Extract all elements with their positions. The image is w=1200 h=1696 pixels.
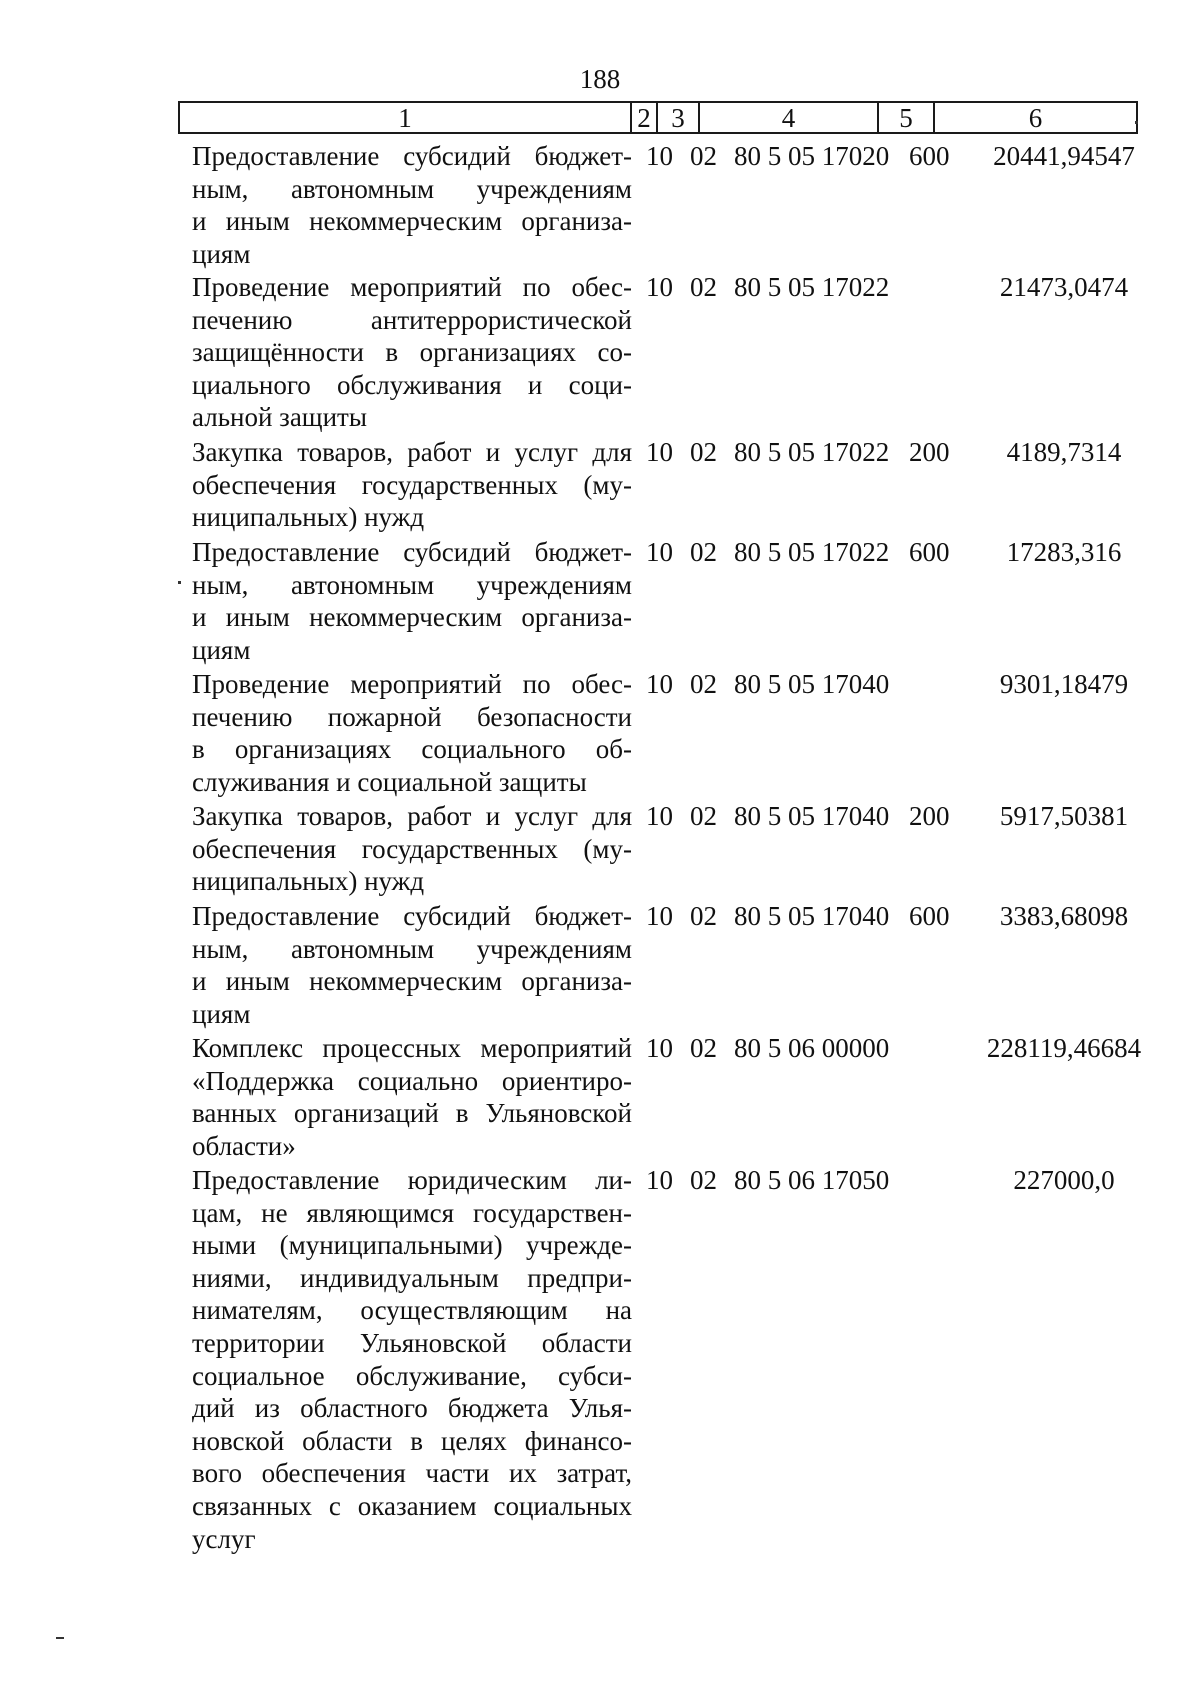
subsection-code: 02 bbox=[690, 437, 717, 467]
description-line: обеспечения государственных (му- bbox=[192, 833, 632, 864]
subsection-code: 02 bbox=[690, 901, 717, 931]
section-code: 10 bbox=[646, 669, 673, 699]
section-code: 10 bbox=[646, 537, 673, 567]
target-article-code: 80 5 05 17020 bbox=[734, 141, 890, 171]
subsection-code: 02 bbox=[690, 537, 717, 567]
description-line: и иным некоммерческим организа- bbox=[192, 602, 632, 633]
description-line: альной защиты bbox=[192, 402, 367, 433]
page-number: 188 bbox=[579, 64, 621, 94]
target-article-code: 80 5 06 17050 bbox=[734, 1165, 890, 1195]
subsection-code: 02 bbox=[690, 801, 717, 831]
subsection-code: 02 bbox=[690, 1165, 717, 1195]
amount: 227000,0 bbox=[1013, 1165, 1115, 1195]
expense-type-code: 600 bbox=[909, 901, 950, 931]
description-line: связанных с оказанием социальных bbox=[192, 1490, 632, 1521]
description-line: циям bbox=[192, 238, 251, 269]
scan-speck bbox=[1135, 121, 1138, 124]
description-line: новской области в целях финансо- bbox=[192, 1425, 632, 1456]
amount: 17283,316 bbox=[1006, 537, 1122, 567]
description-line: Проведение мероприятий по обес- bbox=[192, 272, 632, 302]
amount: 4189,7314 bbox=[1006, 437, 1122, 467]
amount: 3383,68098 bbox=[999, 901, 1129, 931]
description-line: Закупка товаров, работ и услуг для bbox=[192, 437, 632, 467]
description-line: печению пожарной безопасности bbox=[192, 701, 632, 732]
description-line: «Поддержка социально ориентиро- bbox=[192, 1065, 632, 1096]
description-line: ным, автономным учреждениям bbox=[192, 569, 632, 600]
description-line: защищённости в организациях со- bbox=[192, 337, 632, 368]
description-line: и иным некоммерческим организа- bbox=[192, 206, 632, 237]
description-line: Проведение мероприятий по обес- bbox=[192, 669, 632, 699]
section-code: 10 bbox=[646, 1033, 673, 1063]
subsection-code: 02 bbox=[690, 141, 717, 171]
description-line: ным, автономным учреждениям bbox=[192, 173, 632, 204]
header-col-1: 1 bbox=[398, 103, 412, 133]
amount: 21473,0474 bbox=[999, 272, 1129, 302]
description-line: ванных организаций в Ульяновской bbox=[192, 1098, 632, 1129]
description-line: Закупка товаров, работ и услуг для bbox=[192, 801, 632, 831]
description-line: вого обеспечения части их затрат, bbox=[192, 1458, 632, 1489]
description-line: ным, автономным учреждениям bbox=[192, 933, 632, 964]
description-line: Предоставление субсидий бюджет- bbox=[192, 537, 632, 567]
row-description bbox=[192, 668, 632, 798]
expense-type-code: 600 bbox=[909, 141, 950, 171]
description-line: Предоставление субсидий бюджет- bbox=[192, 901, 632, 931]
header-col-6: 6 bbox=[1028, 103, 1043, 133]
header-col-3: 3 bbox=[671, 103, 685, 133]
row-description bbox=[192, 271, 632, 434]
section-code: 10 bbox=[646, 801, 673, 831]
subsection-code: 02 bbox=[690, 1033, 717, 1063]
target-article-code: 80 5 05 17022 bbox=[734, 272, 890, 302]
description-line: ными (муниципальными) учрежде- bbox=[192, 1230, 632, 1261]
description-line: ниями, индивидуальным предпри- bbox=[192, 1262, 632, 1293]
expense-type-code: 200 bbox=[909, 801, 950, 831]
row-description bbox=[192, 140, 632, 270]
row-description bbox=[192, 436, 632, 534]
target-article-code: 80 5 06 00000 bbox=[734, 1033, 890, 1063]
scan-speck bbox=[178, 581, 181, 584]
description-line: циям bbox=[192, 998, 251, 1029]
description-line: и иным некоммерческим организа- bbox=[192, 966, 632, 997]
row-description bbox=[192, 1164, 632, 1555]
header-col-2: 2 bbox=[637, 103, 651, 133]
section-code: 10 bbox=[646, 901, 673, 931]
amount: 20441,94547 bbox=[993, 141, 1135, 171]
description-line: Предоставление субсидий бюджет- bbox=[192, 141, 632, 171]
description-line: ниципальных) нужд bbox=[192, 502, 425, 533]
description-line: цам, не являющимся государствен- bbox=[192, 1197, 632, 1228]
description-line: печению антитеррористической bbox=[192, 304, 632, 335]
amount: 228119,46684 bbox=[986, 1033, 1142, 1063]
target-article-code: 80 5 05 17022 bbox=[734, 537, 890, 567]
section-code: 10 bbox=[646, 1165, 673, 1195]
description-line: циального обслуживания и соци- bbox=[192, 369, 632, 400]
expense-type-code: 200 bbox=[909, 437, 950, 467]
expense-type-code: 600 bbox=[909, 537, 950, 567]
description-line: нимателям, осуществляющим на bbox=[192, 1295, 632, 1326]
description-line: ниципальных) нужд bbox=[192, 866, 425, 897]
subsection-code: 02 bbox=[690, 669, 717, 699]
description-line: циям bbox=[192, 634, 251, 665]
header-col-5: 5 bbox=[899, 103, 913, 133]
description-line: области» bbox=[192, 1130, 296, 1161]
row-description bbox=[192, 1032, 632, 1162]
description-line: услуг bbox=[192, 1523, 256, 1554]
description-line: территории Ульяновской области bbox=[192, 1327, 632, 1358]
description-line: в организациях социального об- bbox=[192, 734, 632, 765]
row-description bbox=[192, 536, 632, 666]
scan-mark bbox=[56, 1637, 64, 1639]
amount: 9301,18479 bbox=[999, 669, 1129, 699]
target-article-code: 80 5 05 17040 bbox=[734, 669, 890, 699]
section-code: 10 bbox=[646, 141, 673, 171]
section-code: 10 bbox=[646, 272, 673, 302]
subsection-code: 02 bbox=[690, 272, 717, 302]
target-article-code: 80 5 05 17040 bbox=[734, 801, 890, 831]
description-line: дий из областного бюджета Улья- bbox=[192, 1393, 632, 1424]
target-article-code: 80 5 05 17040 bbox=[734, 901, 890, 931]
description-line: социальное обслуживание, субси- bbox=[192, 1360, 632, 1391]
target-article-code: 80 5 05 17022 bbox=[734, 437, 890, 467]
section-code: 10 bbox=[646, 437, 673, 467]
description-line: Предоставление юридическим ли- bbox=[192, 1165, 632, 1195]
amount: 5917,50381 bbox=[999, 801, 1129, 831]
description-line: Комплекс процессных мероприятий bbox=[192, 1033, 632, 1063]
description-line: обеспечения государственных (му- bbox=[192, 469, 632, 500]
row-description bbox=[192, 800, 632, 898]
row-description bbox=[192, 900, 632, 1030]
description-line: служивания и социальной защиты bbox=[192, 766, 587, 797]
header-col-4: 4 bbox=[781, 103, 796, 133]
